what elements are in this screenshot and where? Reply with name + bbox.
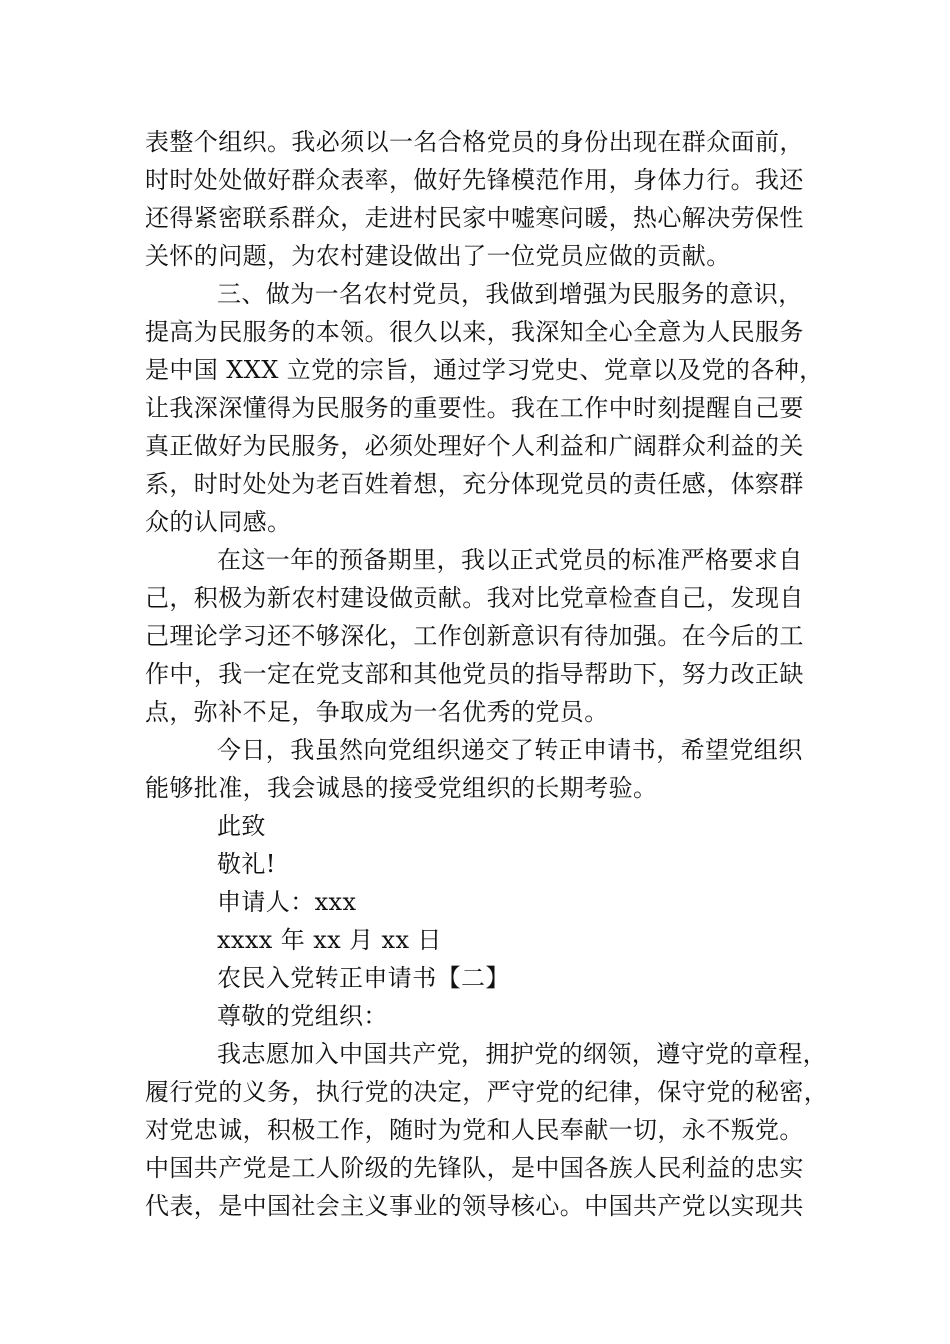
text-line: 真正做好为民服务，必须处理好个人利益和广阔群众利益的关	[145, 432, 804, 460]
text-line: 是中国 XXX 立党的宗旨，通过学习党史、党章以及党的各种，	[145, 356, 824, 384]
closing-regards: 敬礼!	[217, 850, 276, 878]
text-line: 在这一年的预备期里，我以正式党员的标准严格要求自	[217, 546, 803, 574]
text-line: 能够批准，我会诚恳的接受党组织的长期考验。	[145, 774, 658, 802]
text-line: 众的认同感。	[145, 508, 292, 536]
text-line: 履行党的义务，执行党的决定，严守党的纪律，保守党的秘密，	[145, 1078, 829, 1106]
text-line: 中国共产党是工人阶级的先锋队，是中国各族人民利益的忠实	[145, 1154, 804, 1182]
text-line: 作中，我一定在党支部和其他党员的指导帮助下，努力改正缺	[145, 660, 804, 688]
text-line: 关怀的问题，为农村建设做出了一位党员应做的贡献。	[145, 242, 731, 270]
text-line: 提高为民服务的本领。很久以来，我深知全心全意为人民服务	[145, 318, 804, 346]
text-line: 系，时时处处为老百姓着想，充分体现党员的责任感，体察群	[145, 470, 804, 498]
text-line: 还得紧密联系群众，走进村民家中嘘寒问暖，热心解决劳保性	[145, 204, 804, 232]
text-line: 点，弥补不足，争取成为一名优秀的党员。	[145, 698, 609, 726]
closing-salutation: 此致	[217, 812, 266, 840]
text-line: 己，积极为新农村建设做贡献。我对比党章检查自己，发现自	[145, 584, 804, 612]
text-line: 表整个组织。我必须以一名合格党员的身份出现在群众面前，	[145, 128, 804, 156]
section-title: 农民入党转正申请书【二】	[217, 964, 510, 992]
text-line: 对党忠诚，积极工作，随时为党和人民奉献一切，永不叛党。	[145, 1116, 804, 1144]
text-line: 让我深深懂得为民服务的重要性。我在工作中时刻提醒自己要	[145, 394, 804, 422]
text-line: 三、做为一名农村党员，我做到增强为民服务的意识，	[217, 280, 803, 308]
text-line: 我志愿加入中国共产党，拥护党的纲领，遵守党的章程，	[217, 1040, 827, 1068]
date-line: xxxx 年 xx 月 xx 日	[217, 926, 442, 954]
text-line: 今日，我虽然向党组织递交了转正申请书，希望党组织	[217, 736, 803, 764]
text-line: 代表，是中国社会主义事业的领导核心。中国共产党以实现共	[145, 1192, 804, 1220]
text-line: 己理论学习还不够深化，工作创新意识有待加强。在今后的工	[145, 622, 804, 650]
greeting: 尊敬的党组织：	[217, 1002, 388, 1030]
applicant-signature: 申请人：xxx	[217, 888, 357, 916]
text-line: 时时处处做好群众表率，做好先锋模范作用，身体力行。我还	[145, 166, 804, 194]
